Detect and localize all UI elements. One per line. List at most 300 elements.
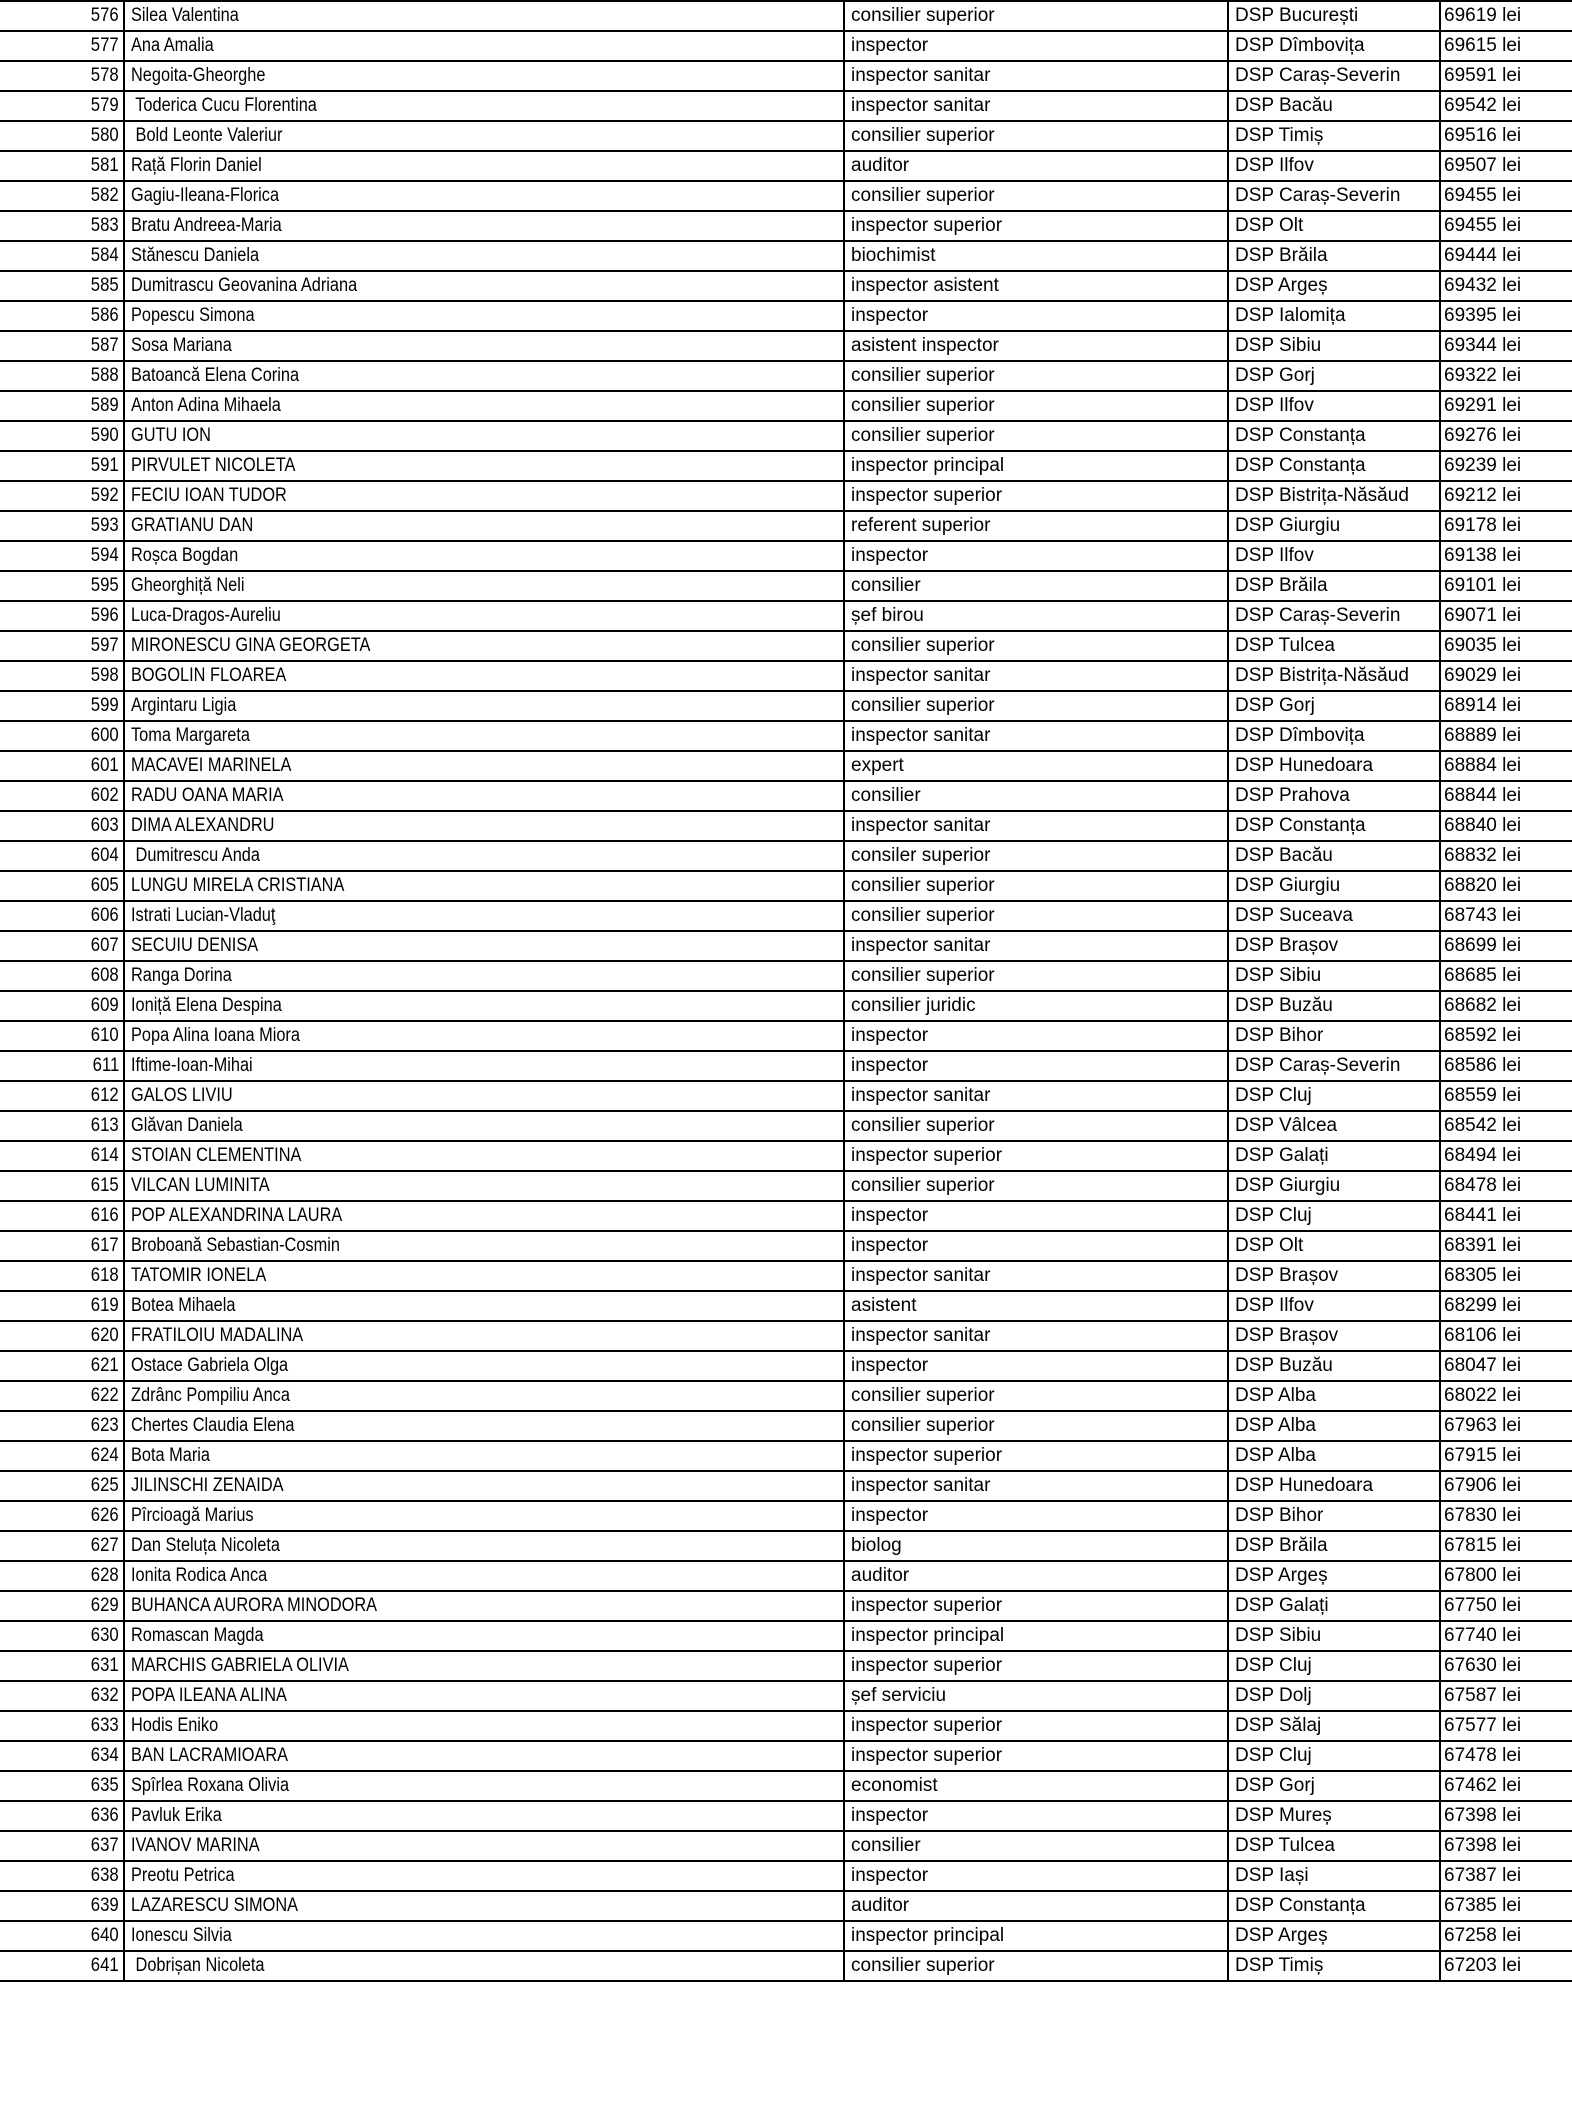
salary-text: 67203 lei [1444,1955,1522,1976]
table-row [0,961,1572,991]
row-number-cell [0,211,124,241]
row-number-cell [0,1471,124,1501]
institution-cell [1228,511,1440,541]
institution-text: DSP Timiș [1235,1955,1324,1976]
institution-cell [1228,1771,1440,1801]
job-title-text: asistent inspector [851,335,999,356]
institution-cell [1228,1951,1440,1981]
salary-text: 69291 lei [1444,395,1522,416]
salary-text: 69029 lei [1444,665,1522,686]
institution-cell [1228,1561,1440,1591]
row-number-cell [0,1651,124,1681]
row-number-text: 635 [91,1775,119,1796]
employee-name-text: GUTU ION [131,425,211,446]
table-row [0,1171,1572,1201]
institution-cell [1228,1651,1440,1681]
row-number-cell [0,1141,124,1171]
job-title-cell [844,1561,1228,1591]
employee-name-cell [124,1051,844,1081]
employee-name-cell [124,241,844,271]
salary-text: 67630 lei [1444,1655,1522,1676]
salary-cell [1440,1321,1572,1351]
job-title-cell [844,901,1228,931]
job-title-text: consilier superior [851,425,995,446]
employee-name-cell [124,1021,844,1051]
salary-cell [1440,421,1572,451]
employee-name-cell [124,421,844,451]
job-title-text: inspector superior [851,215,1003,236]
job-title-text: inspector asistent [851,275,999,296]
employee-name-text: GALOS LIVIU [131,1085,233,1106]
salary-text: 68884 lei [1444,755,1522,776]
salary-cell [1440,781,1572,811]
institution-text: DSP Argeș [1235,1565,1328,1586]
employee-name-text: JILINSCHI ZENAIDA [131,1475,284,1496]
table-row [0,181,1572,211]
salary-text: 68820 lei [1444,875,1522,896]
table-row [0,421,1572,451]
job-title-cell [844,1441,1228,1471]
table-row [0,871,1572,901]
institution-text: DSP Iași [1235,1865,1309,1886]
job-title-text: biochimist [851,245,936,266]
row-number-text: 638 [91,1865,119,1886]
job-title-cell [844,1501,1228,1531]
salary-cell [1440,271,1572,301]
job-title-text: șef birou [851,605,924,626]
table-row [0,661,1572,691]
salary-cell [1440,1621,1572,1651]
employee-name-cell [124,511,844,541]
job-title-text: inspector superior [851,485,1003,506]
institution-text: DSP Brașov [1235,1325,1339,1346]
table-row [0,391,1572,421]
row-number-text: 620 [91,1325,119,1346]
table-row [0,1111,1572,1141]
salary-text: 67398 lei [1444,1835,1522,1856]
institution-cell [1228,1501,1440,1531]
salary-text: 69212 lei [1444,485,1522,506]
row-number-cell [0,571,124,601]
table-row [0,1741,1572,1771]
row-number-text: 621 [91,1355,119,1376]
institution-cell [1228,31,1440,61]
job-title-text: inspector superior [851,1715,1003,1736]
salary-cell [1440,931,1572,961]
employee-name-cell [124,1711,844,1741]
job-title-cell [844,1591,1228,1621]
salary-cell [1440,481,1572,511]
employee-name-cell [124,181,844,211]
job-title-cell [844,631,1228,661]
row-number-text: 586 [91,305,119,326]
salary-text: 67478 lei [1444,1745,1522,1766]
row-number-cell [0,1531,124,1561]
employee-name-text: Gheorghiță Neli [131,575,245,596]
salary-text: 67258 lei [1444,1925,1522,1946]
salary-text: 69101 lei [1444,575,1522,596]
employee-name-text: Broboană Sebastian-Cosmin [131,1235,340,1256]
job-title-cell [844,1081,1228,1111]
employee-name-cell [124,1231,844,1261]
job-title-text: inspector sanitar [851,1085,991,1106]
institution-cell [1228,1531,1440,1561]
employee-name-cell [124,1651,844,1681]
institution-cell [1228,1231,1440,1261]
employee-name-cell [124,451,844,481]
employee-name-text: FRATILOIU MADALINA [131,1325,304,1346]
institution-text: DSP Cluj [1235,1205,1312,1226]
employee-name-cell [124,1441,844,1471]
institution-cell [1228,1801,1440,1831]
row-number-cell [0,91,124,121]
institution-cell [1228,871,1440,901]
employee-name-cell [124,1891,844,1921]
salary-cell [1440,991,1572,1021]
row-number-cell [0,1261,124,1291]
salary-text: 68391 lei [1444,1235,1522,1256]
salary-cell [1440,841,1572,871]
institution-text: DSP Brăila [1235,575,1328,596]
employee-name-cell [124,361,844,391]
salary-text: 69619 lei [1444,5,1522,26]
employee-name-text: Roșca Bogdan [131,545,239,566]
employee-name-text: Hodis Eniko [131,1715,219,1736]
institution-cell [1228,1021,1440,1051]
row-number-cell [0,1621,124,1651]
salary-text: 68592 lei [1444,1025,1522,1046]
row-number-cell [0,961,124,991]
job-title-cell [844,1831,1228,1861]
row-number-text: 602 [91,785,119,806]
employee-name-text: Botea Mihaela [131,1295,236,1316]
row-number-text: 597 [91,635,119,656]
salary-text: 69138 lei [1444,545,1522,566]
institution-text: DSP Ilfov [1235,1295,1314,1316]
job-title-cell [844,931,1228,961]
job-title-cell [844,1411,1228,1441]
institution-text: DSP Constanța [1235,455,1366,476]
row-number-text: 580 [91,125,119,146]
job-title-cell [844,241,1228,271]
institution-cell [1228,601,1440,631]
institution-text: DSP Bacău [1235,845,1333,866]
job-title-text: auditor [851,1895,910,1916]
job-title-text: inspector [851,1865,929,1886]
salary-cell [1440,211,1572,241]
employee-name-text: Romascan Magda [131,1625,264,1646]
job-title-cell [844,1321,1228,1351]
salary-text: 68299 lei [1444,1295,1522,1316]
institution-cell [1228,331,1440,361]
row-number-text: 626 [91,1505,119,1526]
row-number-cell [0,1411,124,1441]
institution-text: DSP Cluj [1235,1655,1312,1676]
salary-text: 67587 lei [1444,1685,1522,1706]
institution-cell [1228,991,1440,1021]
institution-cell [1228,1,1440,31]
employee-name-cell [124,571,844,601]
employee-name-cell [124,1351,844,1381]
row-number-cell [0,301,124,331]
job-title-cell [844,811,1228,841]
institution-cell [1228,481,1440,511]
employee-name-cell [124,31,844,61]
institution-text: DSP Vâlcea [1235,1115,1338,1136]
salary-cell [1440,601,1572,631]
row-number-text: 610 [91,1025,119,1046]
job-title-cell [844,1801,1228,1831]
institution-text: DSP Ilfov [1235,545,1314,566]
employee-name-text: POPA ILEANA ALINA [131,1685,287,1706]
row-number-text: 609 [91,995,119,1016]
salary-text: 68743 lei [1444,905,1522,926]
salary-cell [1440,511,1572,541]
salary-cell [1440,1381,1572,1411]
job-title-text: inspector [851,1055,929,1076]
job-title-text: consilier superior [851,695,995,716]
salary-text: 69344 lei [1444,335,1522,356]
job-title-cell [844,61,1228,91]
employee-name-text: DIMA ALEXANDRU [131,815,275,836]
employee-name-cell [124,91,844,121]
institution-cell [1228,301,1440,331]
employee-name-cell [124,1861,844,1891]
salary-text: 67385 lei [1444,1895,1522,1916]
row-number-cell [0,661,124,691]
job-title-text: inspector sanitar [851,725,991,746]
salary-text: 67963 lei [1444,1415,1522,1436]
salary-cell [1440,1651,1572,1681]
table-row [0,1681,1572,1711]
institution-text: DSP Hunedoara [1235,755,1374,776]
salary-text: 68685 lei [1444,965,1522,986]
salary-cell [1440,1231,1572,1261]
institution-cell [1228,1051,1440,1081]
job-title-text: inspector principal [851,1925,1005,1946]
institution-cell [1228,721,1440,751]
table-row [0,91,1572,121]
institution-cell [1228,1261,1440,1291]
institution-text: DSP Constanța [1235,425,1366,446]
employee-name-text: Glăvan Daniela [131,1115,243,1136]
job-title-cell [844,1891,1228,1921]
job-title-text: inspector sanitar [851,1265,991,1286]
employee-name-cell [124,1381,844,1411]
salary-cell [1440,1591,1572,1621]
institution-text: DSP Tulcea [1235,1835,1335,1856]
row-number-cell [0,1111,124,1141]
employee-name-cell [124,541,844,571]
institution-cell [1228,181,1440,211]
salary-text: 68832 lei [1444,845,1522,866]
row-number-cell [0,1561,124,1591]
salary-cell [1440,181,1572,211]
institution-text: DSP Bacău [1235,95,1333,116]
row-number-text: 592 [91,485,119,506]
row-number-cell [0,1321,124,1351]
job-title-cell [844,1771,1228,1801]
job-title-text: consilier superior [851,635,995,656]
row-number-text: 578 [91,65,119,86]
employee-name-cell [124,301,844,331]
institution-cell [1228,1081,1440,1111]
job-title-text: consilier superior [851,125,995,146]
job-title-text: biolog [851,1535,902,1556]
salary-cell [1440,301,1572,331]
employee-name-cell [124,751,844,781]
row-number-text: 622 [91,1385,119,1406]
employee-name-cell [124,631,844,661]
row-number-text: 601 [91,755,119,776]
salary-text: 68844 lei [1444,785,1522,806]
job-title-text: consiler superior [851,845,991,866]
institution-cell [1228,211,1440,241]
job-title-text: consilier superior [851,1115,995,1136]
job-title-text: auditor [851,1565,910,1586]
institution-cell [1228,691,1440,721]
employee-name-cell [124,1171,844,1201]
row-number-text: 627 [91,1535,119,1556]
job-title-text: inspector principal [851,1625,1005,1646]
salary-cell [1440,151,1572,181]
institution-text: DSP Brăila [1235,1535,1328,1556]
salary-cell [1440,1831,1572,1861]
row-number-text: 581 [91,155,119,176]
job-title-text: inspector [851,1505,929,1526]
employee-name-text: Istrati Lucian-Vladuţ [131,905,276,926]
row-number-cell [0,811,124,841]
employee-name-cell [124,1831,844,1861]
job-title-text: consilier superior [851,395,995,416]
table-row [0,211,1572,241]
employee-name-text: Luca-Dragos-Aureliu [131,605,281,626]
job-title-cell [844,601,1228,631]
row-number-text: 636 [91,1805,119,1826]
institution-text: DSP Cluj [1235,1745,1312,1766]
employee-name-cell [124,601,844,631]
table-row [0,1771,1572,1801]
institution-cell [1228,1681,1440,1711]
row-number-text: 618 [91,1265,119,1286]
employee-name-text: Dumitrascu Geovanina Adriana [131,275,358,296]
table-row [0,1591,1572,1621]
employee-name-text: Ostace Gabriela Olga [131,1355,289,1376]
salary-text: 67462 lei [1444,1775,1522,1796]
employee-name-cell [124,721,844,751]
job-title-text: inspector superior [851,1655,1003,1676]
institution-text: DSP Constanța [1235,1895,1366,1916]
institution-cell [1228,391,1440,421]
job-title-cell [844,121,1228,151]
employee-name-text: Dumitrescu Anda [131,845,260,866]
salary-text: 67577 lei [1444,1715,1522,1736]
table-row [0,1021,1572,1051]
institution-cell [1228,1411,1440,1441]
salary-cell [1440,1531,1572,1561]
job-title-cell [844,571,1228,601]
employee-name-cell [124,1501,844,1531]
institution-cell [1228,271,1440,301]
job-title-cell [844,1201,1228,1231]
job-title-cell [844,871,1228,901]
employee-name-text: Popa Alina Ioana Miora [131,1025,300,1046]
job-title-text: auditor [851,155,910,176]
institution-cell [1228,451,1440,481]
employee-name-text: Rață Florin Daniel [131,155,262,176]
employee-name-text: LUNGU MIRELA CRISTIANA [131,875,345,896]
table-row [0,121,1572,151]
employee-name-text: Batoancă Elena Corina [131,365,300,386]
institution-text: DSP Alba [1235,1415,1316,1436]
employee-name-text: MACAVEI MARINELA [131,755,292,776]
table-row [0,901,1572,931]
job-title-text: asistent [851,1295,917,1316]
institution-cell [1228,841,1440,871]
salary-text: 68542 lei [1444,1115,1522,1136]
institution-text: DSP Brașov [1235,1265,1339,1286]
row-number-cell [0,721,124,751]
employee-name-text: Argintaru Ligia [131,695,237,716]
job-title-cell [844,1381,1228,1411]
row-number-cell [0,1381,124,1411]
employee-name-cell [124,481,844,511]
job-title-cell [844,1861,1228,1891]
table-row [0,691,1572,721]
table-row [0,601,1572,631]
salary-cell [1440,1261,1572,1291]
job-title-cell [844,1471,1228,1501]
job-title-cell [844,1531,1228,1561]
row-number-cell [0,1801,124,1831]
job-title-text: consilier superior [851,1955,995,1976]
employee-name-cell [124,1,844,31]
table-row [0,1381,1572,1411]
institution-text: DSP Giurgiu [1235,875,1341,896]
employee-name-text: Bold Leonte Valeriur [131,125,283,146]
employee-name-cell [124,61,844,91]
row-number-cell [0,331,124,361]
employee-name-text: Dan Steluța Nicoleta [131,1535,280,1556]
employee-name-cell [124,961,844,991]
institution-text: DSP Bihor [1235,1025,1324,1046]
job-title-text: inspector sanitar [851,95,991,116]
employee-name-cell [124,691,844,721]
employee-name-text: MARCHIS GABRIELA OLIVIA [131,1655,349,1676]
row-number-text: 585 [91,275,119,296]
employee-name-cell [124,1591,844,1621]
institution-text: DSP Hunedoara [1235,1475,1374,1496]
table-row [0,571,1572,601]
institution-text: DSP Ialomița [1235,305,1346,326]
job-title-text: inspector [851,305,929,326]
salary-text: 68840 lei [1444,815,1522,836]
table-row [0,1891,1572,1921]
job-title-cell [844,1261,1228,1291]
row-number-text: 629 [91,1595,119,1616]
salary-text: 67387 lei [1444,1865,1522,1886]
employee-name-text: BOGOLIN FLOAREA [131,665,287,686]
row-number-cell [0,1441,124,1471]
job-title-cell [844,271,1228,301]
employee-name-text: Ranga Dorina [131,965,232,986]
row-number-text: 633 [91,1715,119,1736]
table-row [0,1621,1572,1651]
row-number-text: 576 [91,5,119,26]
row-number-cell [0,991,124,1021]
institution-text: DSP Gorj [1235,1775,1315,1796]
salary-text: 68682 lei [1444,995,1522,1016]
